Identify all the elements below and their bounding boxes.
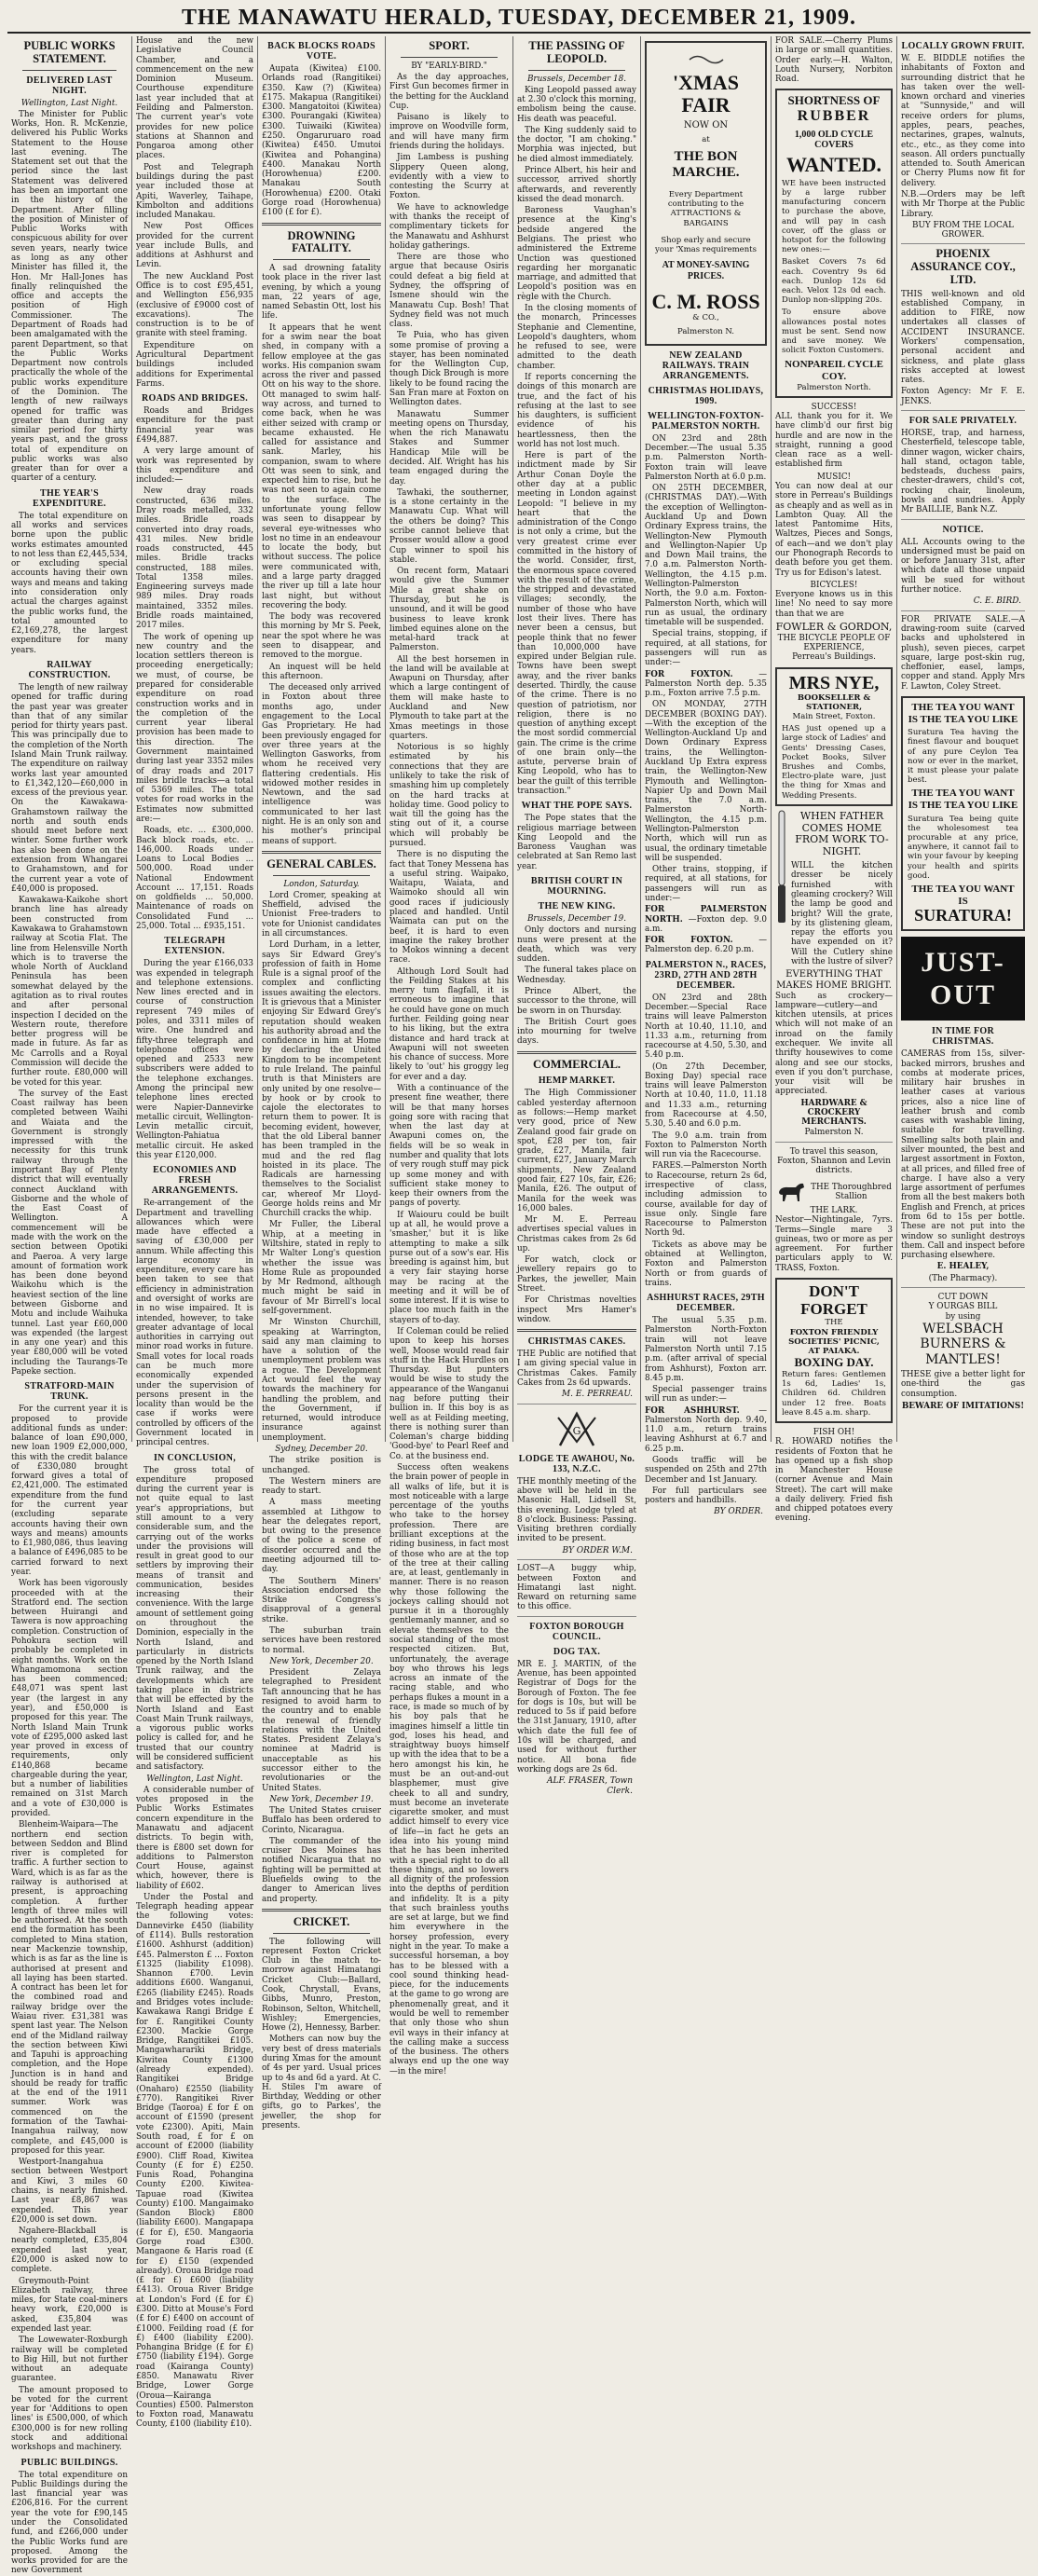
ad-title: IS THE TEA YOU LIKE	[908, 800, 1018, 811]
paragraph: For watch, clock or jewellery repairs go to Parkes, the jeweller, Main Street.	[517, 1255, 636, 1295]
paragraph: Special passenger trains will run as under:—	[645, 1385, 767, 1404]
ad-text: To ensure above allowances postal notes must be sent. Send now and save money. We solicit Foxton Customers.	[782, 308, 886, 356]
ad-text: You can now deal at our store in Perreau's Buildings as cheaply and as well as in Lambton Quay. All the latest Pantomime Hits, Waltzes, Pieces and Songs, of each—and we don't play our Phonograph Records to death before you get them. Try us for Edison's latest.	[775, 482, 893, 578]
paragraph: The suburban train services have been restored to normal.	[262, 1626, 381, 1655]
ad-heading: PHOENIX ASSURANCE COY., LTD.	[910, 247, 1016, 286]
paragraph: Lord Durham, in a letter, says Sir Edward Grey's profession of faith in Home Rule is a signal proof of the complex and conflicting issues awaiting the electors. It is grievous that a Minister enjoying Sir Edward Grey's reputation should weaken his authority abroad and the confidence in him at Home by declaring the United Kingdom to be incompetent to rule Ireland. The painful truth is that Ministers are only united by one resolve—by hook or by crook to cajole the electorates to return them to power. It is becoming evident, however, that the old Liberal banner has been trampled in the mud and the red flag hoisted in its place. The Radicals are harnessing themselves to the Socialist car, whereof Mr Lloyd-George holds reins and Mr Churchill cracks the whip.	[262, 940, 381, 1219]
paragraph: Work has been vigorously proceeded with at the Stratford end. The section between Huirangi and Tawera is now approaching completion. Construction of Pohokura section will probably be completed in eight months. Work on the Whangamomona section has been commenced; £48,071 was spent last year (the largest in any year), and £50,000 is proposed for this year. The North Island Main Trunk vote of £295,000 asked last year proved in excess of requirements, only £140,868 became chargeable during the year, but a number of liabilities remained on 31st March and a vote of £30,000 is provided.	[11, 1579, 128, 1819]
paragraph: The length of new railway opened for traffic during the past year was greater than that of any similar period for thirty years past. This was principally due to the completion of the North Island Main Trunk railway. The expenditure on railway works last year amounted to £1,342,120—£60,000 in excess of the previous year. On the Kawakawa-Grahamstown railway the north and south ends should meet before next winter. Some further work has also been done on the extension from Whangarei to Grahamstown, and for the current year a vote of £40,000 is proposed.	[11, 682, 128, 894]
paragraph: The following will represent Foxton Cricket Club in the match to-morrow against Himatangi Cricket Club:—Ballard, Cook, Chrystall, Evans, Gibbs, Munro, Preston, Robinson, Selton, Whitchell, Wishley; Emergencies, Howe (2), Hennessy, Barber.	[262, 1937, 381, 2034]
ad-signature: M. E. PERREAU.	[561, 1390, 633, 1400]
paragraph: A mass meeting assembled at Lithgow to hear the delegates report, but owing to the presence of the police a scene of disorder occurred and the meeting adjourned till to-day.	[262, 1498, 381, 1575]
paragraph: Tickets as above may be obtained at Wellington, Foxton and Palmerston North or from guards of trains.	[645, 1240, 767, 1288]
ad-text: THESE give a better light for one-third the gas consumption.	[901, 1369, 1025, 1399]
ad-text: CAMERAS from 15s, silver-backed mirrors, brushes and combs at moderate prices, military hair brushes in leather cases at various prices, also a nice line of leather brush and comb cases with washable lining, suitable for travelling. Smelling salts both plain and silver mounted, the best and largest assortment in Foxton, at all prices, and filled free of charge. I have also a very large assortment of perfumes from all the best makers both English and French, at prices from 6d to 15s per bottle. These are not put into the window so sunlight destroys them. Call and inspect before purchasing elsewhere.	[901, 1049, 1025, 1261]
ad-line: Palmerston N.	[677, 326, 734, 336]
paragraph: Tawhaki, the southerner, is a stone certainty in the Manawatu Cup. What will the others be doing? This scribe cannot believe that Prosser would allow a good Cup winner to spoil his stable.	[389, 487, 509, 565]
ad-line: BUY FROM THE LOCAL GROWER.	[912, 220, 1014, 240]
ad-text: ALL thank you for it. We have climb'd our first big hurdle and are now in the straight, running a good clean race as a well-established firm	[775, 412, 893, 470]
ad-text: Suratura Tea being quite the wholesomest tea procurable at any price, anywhere, it cannot fail to win your favour by keeping your health and spirits good.	[908, 814, 1018, 881]
mrs-nye-ad	[775, 667, 893, 806]
paragraph: Although Lord Soult had the Feilding Stakes at his merry tum flagfall, it is erroneous to imagine that he could have gone on much further. Feilding going near to his liking, but the extra distance and hard track at Awapuni will not sweeten his chance of success. More likely to 'out' his groggy leg for ever and a day.	[389, 966, 509, 1082]
column-7	[772, 36, 897, 1524]
ad-text: FOR PRIVATE SALE.—A drawing-room suite (carved backs and upholstered in plush), seven pieces, carpet square, large post-skin rug, cheffonier, easel, lamps, copper and stand. Apply Mrs F. Lawton, Coley Street.	[901, 614, 1025, 692]
paragraph: Roads and Bridges expenditure for the past financial year was £494,887.	[136, 406, 253, 445]
fish-ad	[775, 1428, 893, 1524]
ad-title: IS	[958, 895, 968, 907]
article-title: PUBLIC WORKS STATEMENT.	[23, 39, 116, 65]
ad-text: THE Public are notified that I am giving special value in Christmas Cakes. Family Cakes from 2s 6d upwards.	[517, 1350, 636, 1388]
paragraph: The British Court goes into mourning for twelve days.	[517, 1017, 636, 1047]
paragraph: ON MONDAY, 27TH DECEMBER (BOXING DAY).—With the exception of the Wellington-Auckland Up and Down Ordinary Express trains, the Wellington-Auckland Up Extra express train, the Wellington-New Plymouth and Wellington-Napier Up and Down Mail trains, the 7.0 a.m. Palmerston North-Wellington, the 4.15 p.m. Wellington-Palmerston North, which will run as usual, the ordinary timetable will be suspended.	[645, 700, 767, 863]
paragraph: The total expenditure on all works and services borne upon the public works estimates amounted to not less than £2,445,534, or excluding special accounts having their own ways and means and taking into consideration only actual the charges against the public works fund, the total amounted to £2,169,278, the largest expenditure for many years.	[11, 511, 128, 655]
paragraph: As the day approaches, First Gun becomes firmer in the betting for the Auckland Cup.	[389, 73, 509, 111]
column-3	[258, 36, 386, 2131]
paragraph: Under the Postal and Telegraph heading appear the following votes: Dannevirke £450 (liability of £114). Bulls restoration £1600. Ashhurst (addition) £45. Palmerston £ ... Foxton £1325 (liability £1098). Shannon £700. Levin additions £600. Wanganui, £265 (liability £245). Roads and Bridges votes include: Kawakawa Rangi Bridge £ for £. Rangitikei County £2300. Mackie Gorge Bridge, Rangitikei £105. Mangawharariki Bridge, Kiwitea County £1300 (already expended). Rangitikei Bridge (Onaharo) £2550 (liability £770). Rangitikei River Bridge (Taoroa) £ for £ on account of £1590 (present vote £2300). Apiti, Main South road, £ for £ on account of £2000 (liability £900). Cliff Road, Kiwitea County (£ for £) £250. Funis Road, Pohangina County £200. Kiwitea-Tapuae road (Kiwitea County) £100. Mangaimako (Sandon Block) £800 (liability £600). Mangapapa (£ for £), £50. Mangaoria Gorge road £300. Mangaone & Haris road (£ for £) £150 (expended already). Oroua Bridge road (£ for £) £600 (liability £413). Oroua River Bridge at London's Ford (£ for £) £300. Ditto at Mouse's Ford (£ for £) £400 on account of £1000. Feilding road (£ for £) £400 (liability £200). Pohangina Bridge (£ for £) £750 (liability £194). Gorge road (Kairanga County) £850. Manawatu River Bridge, Lower Gorge (Oroua—Kairanga Counties) £500. Palmerston to Foxton road, Manawatu County, £100 (liability £10).	[136, 1892, 253, 2430]
ad-text: W. E. BIDDLE notifies the inhabitants of Foxton and surrounding district that he has taken over the well-known orchard and vineries at "Sunnyside," and will receive orders for plums, apples, pears, peaches, nectarines, grapes, walnuts, etc., etc., as they come into season. All orders punctually attended to. South American or Cherry Plums now fit for delivery.	[901, 54, 1025, 188]
ad-line: THE BICYCLE PEOPLE OF EXPERIENCE,	[777, 633, 891, 653]
paragraph: A sad drowning fatality took place in the river last evening, by which a young man, 22 years of age, named Sebastin Ott, lost his life.	[262, 264, 381, 322]
paragraph: For the current year it is proposed to provide additional funds as under: balance of loan £90,000, new loan 1909 £2,000,000, this with the credit balance of £330,080 brought forward gives a total of £2,421,000. The estimated expenditure from the fund for the current year (excluding separate accounts having their own ways and means) amounts to £1,980,086, thus leaving a balance of £496,085 to be carried forward to next year.	[11, 1404, 128, 1577]
ad-text: R. HOWARD notifies the residents of Foxton that he has opened up a fish shop in Manchester House (corner Avenue and Main Street). The cart will make a daily delivery. Fried fish and chipped potatoes every evening.	[775, 1437, 893, 1524]
suratura-tea-ad	[901, 696, 1025, 931]
budget-table: Roads, etc. ... £300,000. Back block roads, etc. ... 146,000. Roads under Loans to Local Bodies ... 500,000. Road under National Endowment Account ... 17,151. Roads on goldfields ... 50,000. Maintenance of roads on Consolidated Fund ... 25,000. Total ... £935,151.	[136, 826, 253, 932]
paragraph: On recent form, Mataari would give the Summer Mile a great shake on Thursday, but he is unsound, and it will be good business to leave kronk limbed equines alone on the metal-hard track at Palmerston.	[389, 567, 509, 653]
paragraph: With a continuance of the present fine weather, there will be that many horses going sore with racing that when the last day at Awapuni comes on, the fields will be so weak in number and quality that lots of very rough stuff may pick up some money and with sufficient stake money to keep their owners from the pangs of poverty.	[389, 1084, 509, 1209]
ad-text: N.B.—Orders may be left with Mr Thorpe at the Public Library.	[901, 189, 1025, 219]
ad-text: FOR SALE.—Cherry Plums in large or small quantities. Order early.—H. Walton, Louth Nursery, Norbiton Road.	[775, 36, 893, 85]
svg-text:G: G	[572, 1424, 581, 1437]
ad-title: IS THE TEA YOU LIKE	[908, 713, 1018, 725]
ad-line: Perreau's Buildings.	[792, 652, 876, 663]
paragraph: For Christmas novelties inspect Mrs Hamer's window.	[517, 1295, 636, 1324]
paragraph: The Lowewater-Roxburgh railway will be completed to Big Hill, but not further without an adequate guarantee.	[11, 2336, 128, 2384]
dateline: Brussels, December 19.	[526, 914, 627, 924]
paragraph: We have to acknowledge with thanks the receipt of complimentary tickets for the Manawatu and Ashhurst holiday gatherings.	[389, 202, 509, 251]
paragraph: The United States cruiser Buffalo has been ordered to Corinto, Nicaragua.	[262, 1806, 381, 1835]
section-heading: WHAT THE POPE SAYS.	[521, 801, 633, 812]
ad-text: ALL Accounts owing to the undersigned must be paid on or before January 31st, after which date all those unpaid will be sued for without further notice.	[901, 537, 1025, 595]
ad-title: SUCCESS!	[811, 402, 857, 412]
ad-title: WHEN FATHER COMES HOME FROM WORK TO-NIGHT.	[795, 809, 889, 858]
ad-text: LOST—A buggy whip, between Foxton and Himatangi last night. Reward on returning same to this office.	[517, 1564, 636, 1612]
section-heading: ECONOMIES AND FRESH ARRANGEMENTS.	[151, 1165, 239, 1197]
dateline: London, Saturday.	[283, 879, 360, 889]
section-heading: HEMP MARKET.	[538, 1076, 616, 1087]
ad-text: THIS well-known and old established Company, in addition to FIRE, now undertakes all classes of ACCIDENT INSURANCE. Workers' compensation, personal accident and sickness, and plate glass risks accepted at lowest rates.	[901, 289, 1025, 386]
ad-text: Everyone knows us in this line! No need to say more than that we are	[775, 590, 893, 619]
ad-signature: BY ORDER W.M.	[562, 1545, 633, 1555]
column-5	[513, 36, 641, 1796]
paragraph: Aupata (Kiwitea) £100. Orlands road (Rangitikei) £350. Kaw (?) (Kiwitea) £175. Makapua (Rangitikei) £300. Mangatoitoi (Kiwitea) £300. Pourangaki (Kiwitea) £300. Tuiwaiki (Kiwitea) £250. Ongaruruaro road (Kiwitea) £450. Umutoi (Kiwitea and Pohangina) £400. Manakau North (Horowhenua) £200. Manakau South (Horowhenua) £200. Otaki Gorge road (Horowhenua) £100 (£ for £).	[262, 64, 381, 218]
paragraph: The total expenditure on Public Buildings during the last financial year was £206,816. For the current year the vote for £90,145 under the Consolidated fund, and £266,000 under the Public Works fund are proposed. Among the works provided for are the new Government	[11, 2470, 128, 2576]
article-title: GENERAL CABLES.	[266, 856, 376, 870]
ad-text: Suratura Tea having the finest flavour and bouquet of any pure Ceylon Tea now or ever in the market, it must please your palate best.	[908, 728, 1018, 786]
paragraph: (On 27th December, Boxing Day) special race trains will leave Palmerston North at 10.40, 11.0, 11.18 and 11.33 a.m., returning from Racecourse at 4.50, 5.30, 5.40 and 6.0 p.m.	[645, 1062, 767, 1130]
paragraph: King Leopold passed away at 2.30 o'clock this morning, embolism being the cause. His death was peaceful.	[517, 85, 636, 124]
ad-title: FISH OH!	[813, 1427, 855, 1437]
paragraph: Paisano is likely to improve on Woodville form, and will have many firm friends during the holidays.	[389, 113, 509, 151]
ad-title: SURATURA!	[914, 906, 1012, 925]
ad-title: MUSIC!	[816, 472, 852, 482]
article-title: CRICKET.	[293, 1914, 350, 1928]
ad-title: THE TEA YOU WANT	[911, 883, 1015, 895]
section-heading: BRITISH COURT IN MOURNING.	[530, 876, 623, 897]
ad-shop-name: NONPAREIL CYCLE COY.	[785, 359, 883, 382]
paragraph: President Zelaya telegraphed to President Taft announcing that he has resigned to avoid harm to the country and to enable the renewal of friendly relations with the United States. President Zelaya's nominee at Madrid is unacceptable as his successor either to the revolutionaries or the United States.	[262, 1668, 381, 1793]
paragraph: In the closing moments of the monarch, Princesses Stephanie and Clementine, Leopold's daughters, whom he refused to see, were admitted to the death chamber.	[517, 303, 636, 371]
ad-title: SHORTNESS OF	[787, 93, 881, 108]
paragraph: If Waiouru could be built up at all, he would prove a 'smasher,' but it is like attempting to make a silk purse out of a sow's ear. His breeding is against him, but a very fair staying horse may be racing at the meeting and it will be of some interest. If it is wise to place too much faith in the stayers of to-day.	[389, 1210, 509, 1325]
ad-line: THE Thoroughbred Stallion	[811, 1183, 892, 1202]
dateline: Sydney, December 20.	[275, 1444, 368, 1454]
paragraph: The body was recovered this morning by Mr S. Peek, near the spot where he was seen to disappear, and removed to the morgue.	[262, 612, 381, 661]
paragraph: If Coleman could be relied upon to keep his horses well, Moose would read fair stuff in the Hack Hurdles on Thursday. But punters would be wise to study the appearance of the Wanganui nag before putting their bullion in. If this boy is as well as at Feilding meeting, there is nothing surer than Coleman's charge bidding 'Good-bye' to Pearl Reef and Co. at the business end.	[389, 1327, 509, 1461]
paragraph: New Post Offices provided for the current year include Bulls, and additions at Ashhurst and Levin.	[136, 222, 253, 270]
masonic-emblem-icon	[517, 1408, 636, 1449]
paragraph: Only doctors and nursing nuns were present at the death, which was very sudden.	[517, 925, 636, 965]
paragraph: The usual 5.35 p.m. Palmerston North-Foxton train will not leave Palmerston North until 7.15 p.m. (after arrival of special from Ashhurst), Foxton arr. 8.45 p.m.	[645, 1316, 767, 1383]
ad-heading: DOG TAX.	[553, 1646, 601, 1657]
section-heading: PUBLIC BUILDINGS.	[20, 2457, 118, 2468]
paragraph: The King suddenly said to the doctor, "I am choking." Morphia was injected, but he died almost immediately.	[517, 125, 636, 164]
ad-line: BEWARE OF IMITATIONS!	[901, 1401, 1025, 1411]
ad-line: THE	[825, 1318, 843, 1328]
ad-line: Main Street, Foxton.	[792, 712, 876, 722]
ad-line: Shop early and secure your 'Xmas requirements	[655, 235, 757, 254]
stallion-ad	[775, 1147, 893, 1273]
sub-heading: FOR FOXTON.	[645, 936, 733, 946]
ad-heading: FOR SALE PRIVATELY.	[908, 415, 1018, 426]
ad-line: Palmerston North.	[797, 382, 871, 392]
ad-line: BOOKSELLER & STATIONER,	[797, 692, 871, 712]
paragraph: Blenheim-Waipara—The northern end section between Seddon and Blind river is completed for traffic. A further section to Ward, which is as far as the railway is authorised at present, is approaching completion. A further length of three miles will be authorised. At the south end the formation has been completed to Mina station, near Mackenzie township, which is as far as the line is authorised at present and all laying has been started. A contract has been let for the combined road and railway bridge over the Waiau river. £31,381 was spent last year. The Nelson end of the Midland railway the section between Kiwi and Tapuhi is approaching completion, and the Hope Junction is in hand and should be ready for traffic at the end of the 1911 summer. Work was commenced on the formation of the Tawhai-Inangahua railway, now complete, and £45,000 is proposed for this year.	[11, 1820, 128, 2156]
ad-text: HORSE, trap, and harness, Chesterfield, telescope table, dinner wagon, wicker chairs, hall stand, octagon table, bedsteads, duchess pairs, chester-drawers, child's cot, rocking chair, linoleum, bowls and sundries. Apply Mr BAILLIE, Bank N.Z.	[901, 428, 1025, 515]
paragraph: House and the new Legislative Council Chamber, and a commencement on the new Dominion Museum. Courthouse expenditure last year included that at Feilding and Palmerston. The current year's vote provides for new police stations at Shannon and Pongaroa among other places.	[136, 36, 253, 161]
paragraph: Notorious is so highly estimated by his connections that they are unlikely to take the risk of smashing him up completely on the hard tracks at holiday time. Good policy to wait till the going has the sting out of it, a course which will probably be pursued.	[389, 743, 509, 848]
paragraph: There are those who argue that because Osiris could defeat a big field at Sydney, the offspring of Ismene should win the Manawatu Cup. Bosh! That Sydney field was not much class.	[389, 253, 509, 330]
paragraph: There is no disputing the fact that Toney Messena has a useful string. Waipako, Waitapu, Waiata, and Waimoko should all win good races if judiciously placed and handled. Until Waimata can put on the beef, it is hard to even imagine the rakey brother to Mokos winning a decent race.	[389, 850, 509, 966]
ad-line: at	[702, 135, 710, 145]
paragraph: The 9.0 a.m. train from Foxton to Palmerston North will run via the Racecourse.	[645, 1130, 767, 1160]
stats-list: New dray roads constructed, 636 miles. Dray roads metalled, 332 miles. Bridle roads converted into dray roads, 431 miles. New bridle roads constructed, 445 miles. Bridle tracks constructed, 188 miles. Total 1358 miles. Engineering surveys made 989 miles. Dray roads maintained, 3352 miles. Bridle roads maintained, 2017 miles.	[136, 486, 253, 631]
ad-shop-name: C. M. ROSS	[651, 290, 760, 314]
paragraph: Mr Winston Churchill, speaking at Warrington, said any man claiming to have a solution of the unemployment problem was a rogue. The Development Act would feel the way towards the machinery for handling the problem, and the Government, if returned, would introduce insurance against unemployment.	[262, 1318, 381, 1443]
ad-title: Y OURGAS BILL	[928, 1302, 998, 1312]
column-6	[641, 36, 772, 1517]
ad-title: CUT DOWN	[937, 1292, 989, 1302]
ad-title: WANTED.	[785, 152, 882, 176]
ad-line: 1,000 OLD CYCLE COVERS	[794, 129, 874, 151]
ad-line: To travel this season, Foxton, Shannon and Levin districts.	[777, 1146, 891, 1176]
paragraph: During the year £166,033 was expended in telegraph and telephone extensions. New lines erected and in course of construction represent 749 miles of poles, and 3311 miles of wire. One hundred and fifty-three telegraph and telephone offices were opened and 2533 new subscribers were added to the telephone exchanges. Among the principal new telephone lines erected were Napier-Dannevirke metallic circuit, Wellington-Levin metallic circuit, Wellington-Pahiatua metallic circuit. He asked this year £120,000.	[136, 959, 253, 1160]
ad-heading: CHRISTMAS CAKES.	[527, 1336, 626, 1348]
section-heading: THE NEW KING.	[538, 901, 616, 911]
ad-text: Foxton Agency: Mr F. E. JENKS.	[901, 387, 1025, 406]
paragraph: FARES.—Palmerston North to Racecourse, return 2s 6d, irrespective of class, including admission to course, available for day of issue only. Single fare Racecourse to Palmerston North 9d.	[645, 1161, 767, 1239]
section-heading: NEW ZEALAND RAILWAYS. TRAIN ARRANGEMENTS.	[662, 349, 750, 381]
paragraph: Prince Albert, his heir and successor, arrived shortly afterwards, and reverently kissed the dead monarch.	[517, 166, 636, 204]
article-title: COMMERCIAL.	[532, 1057, 621, 1071]
paragraph: Baroness Vaughan's presence at the King's bedside angered the Belgians. The priest who administered the Extreme Unction was questioned regarding her morganatic marriage, and admitted that Leopold's position was en règle with the Church.	[517, 206, 636, 302]
paragraph: Goods traffic will be suspended on 25th and 27th December and 1st January.	[645, 1456, 767, 1485]
column-8	[897, 36, 1029, 1442]
ad-title: THE TEA YOU WANT	[911, 788, 1015, 800]
ornament-icon	[651, 53, 760, 66]
paragraph: Te Puia, who has given some promise of proving a stayer, has been nominated for the Wellington Cup, though Dick Brough is more likely to be found racing the San Fran mare at Foxton on Wellington dates.	[389, 331, 509, 408]
paragraph: Expenditure on Agricultural Department buildings included additions for Experimental Farms.	[136, 340, 253, 389]
article-title: DROWNING FATALITY.	[287, 228, 356, 255]
paragraph: —Palmerston North dep. 5.35 p.m., Foxton arrive 7.5 p.m.	[645, 669, 767, 699]
paragraph: —Palmerston North dep. 9.40, 11.0 a.m., return trains leaving Ashhurst at 6.7 and 6.25 p.m.	[645, 1405, 767, 1454]
paragraph: Other trains, stopping, if required, at all stations, for passengers will run as under:—	[645, 865, 767, 903]
section-heading: ROADS AND BRIDGES.	[141, 393, 249, 404]
paragraph: Mr Fuller, the Liberal Whip, at a meeting in Wiltshire, stated in reply to Mr Walter Long's question whether the issue was Home Rule as propounded by Mr Redmond, although much might be said in favour of Mr Birrell's local self-government.	[262, 1220, 381, 1316]
paragraph: Westport-Inangahua section between Westport and Kiwi, 3 miles 60 chains, is nearly finished. Last year £8,867 was expended. This year £20,000 is set down.	[11, 2158, 128, 2225]
ad-text: Such as crockery—lampware—cutlery—and kitchen utensils, at prices which will not make of an inroad on the family exchequer. We invite all thrifty housewives to come along and see our stocks, even if you don't purchase, your visit will be appreciated.	[775, 991, 893, 1097]
ad-line: Palmerston N.	[804, 1127, 864, 1137]
knife-icon	[775, 811, 788, 967]
paragraph: Greymouth-Point Elizabeth railway, three miles, for State coal-miners heavy work, £20,000 is asked, £35,804 was expended last year.	[11, 2276, 128, 2334]
ad-text: HAS just opened up a large stock of Ladies' and Gents' Dressing Cases, Pocket Books, Silver Brushes and Combs, Electro-plate ware, just the thing for Xmas and Wedding Presents.	[782, 724, 886, 801]
ad-heading: IN TIME FOR CHRISTMAS.	[931, 1026, 994, 1048]
dateline: Wellington, Last Night.	[146, 1774, 243, 1784]
columns	[7, 36, 1031, 2576]
ad-title: 'XMAS FAIR	[673, 71, 739, 117]
paragraph: Mothers can now buy the very best of dress materials during Xmas for the amount of 4s per yard. Usual prices up to 4s and 6d a yard. At C. H. Stiles I'm aware of Birthday, Wedding or other gifts, go to Parkes', the jeweller, the shop for presents.	[262, 2035, 381, 2131]
column-1	[7, 36, 132, 2576]
paragraph: Kawakawa-Kaikohe short branch line has already been constructed from Kawakawa to Grahamstown railway at Scotia Flat. The line from Helensville North which is to traverse the whole North of Auckland Peninsula has been somewhat delayed by the agitation as to rival routes and after personal inspection I decided on the Western route, therefore better progress will be made in future. As far as Mc Carrolls and a Royal Commission will decide the further route. £80,000 will be voted for this year.	[11, 896, 128, 1088]
paragraph: —Foxton dep. 9.0 a.m.	[645, 914, 767, 934]
ad-text: WILL the kitchen dresser be nicely furnished with gleaming crockery? Will the lamp be good and bright? Will the grate, by its glistening gleam, repay the efforts you have expended on it? Will the Cutlery shine with the lustre of silver?	[791, 861, 893, 966]
paragraph: —Palmerston dep. 6.20 p.m.	[645, 936, 767, 955]
ad-title: RUBBER	[797, 108, 871, 125]
horse-icon	[775, 1179, 807, 1206]
section-heading: RAILWAY CONSTRUCTION.	[28, 659, 111, 680]
paragraph: It appears that he went for a swim near the boat shed, in company with a fellow employee at the gas works. His companion swam across the river and passed Ott on his way to the shore. Ott managed to swim half-way across, and turned to come back, when he was either seized with cramp or became exhausted. He called for assistance and sank. Marley, his companion, swam to where Ott was seen to sink, and expected him to rise, but he was not seen to again come to the surface. The unfortunate young fellow was seen to disappear by several eye-witnesses who lost no time in an endeavour to locate the body, but without success. The police were communicated with, and a large party dragged the river up till a late hour last night, but without recovering the body.	[262, 322, 381, 610]
column-2	[132, 36, 258, 2430]
paragraph: The High Commissioner cabled yesterday afternoon as follows:—Hemp market very good, price of New Zealand good fair grade on spot, £28 per ton, fair grade, £27, Manila, fair current, £27, January March shipments, New Zealand good fair, £27 10s, fair, £26; Manila, £26. The output of Manila for the week was 16,000 bales.	[517, 1089, 636, 1213]
paragraph: Success often weakens the brain power of people in all walks of life, but it is most noticeable with a large percentage of the youths who take to the horsey profession. There are brilliant exceptions at the riding business, in fact most of those who are at the top of the tree at their calling are, at least, gentlemanly in manner. There is no reason why those following the jockeys calling should not pursue it in a thoroughly gentlemanly manner, and so elevate themselves to the social standing of the most respected citizen. But, unfortunately, the average boy who throws his legs across an inmate of the racing stable, and who perhaps flukes a mount in a race, is made so much of by his boy pals that he imagines himself a little tin god, loses his head, and straightway buoys himself up with the idea that to be a hero amongst his kin, he must be an out-and-out blasphemer, must give cheek to all and sundry, must become an inveterate cigarette smoker, and must addict himself to every vice of life—in fact he gets an idea into his young mind that he has been inherited with a special right to do all these things, and so lowers all dignity of the profession into the depths of perdition and infidelity. It is a pity that such brainless youths are set at large, but we find him everywhere in the horsey profession, every night in the year. To make a successful horseman, a boy has to be blessed with a cool sound thinking head-piece, for the inducements at the game to go wrong are phenomenally great, and it would be well to remember that only those who shun evil ways in their infancy at the calling make a success of the business. The others always end up the one way—in the mire!	[389, 1462, 509, 2076]
paragraph: Lord Cromer, speaking at Sheffield, advised the Unionist Free-traders to vote for Unionist candidates in all circumstances.	[262, 890, 381, 939]
paragraph: ON 23rd and 28th December.—Special Race trains will leave Palmerston North at 10.40, 11.10, and 11.33 a.m., returning from racecourse at 4.50, 5.30, and 5.40 p.m.	[645, 993, 767, 1061]
ad-line: Every Department contributing to the ATTRACTIONS & BARGAINS	[667, 190, 744, 228]
paragraph: The Southern Miners' Association endorsed the Strike Congress's disapproval of a general strike.	[262, 1576, 381, 1624]
paragraph: The new Auckland Post Office is to cost £95,451, and Wellington £56,935 (exclusive of £9000 cost of excavations). The construction is to be of granite with steel framing.	[136, 271, 253, 339]
paragraph: Mr M. E. Perreau advertises special values in Christmas cakes from 2s 6d up.	[517, 1215, 636, 1254]
ad-signature: C. E. BIRD.	[973, 596, 1021, 607]
just-out-banner: JUST-OUT	[901, 937, 1025, 1021]
paragraph: All the best horsemen in the land will be available at Awapuni on Thursday, after which a large contingent of them will make haste to Auckland and New Plymouth to take part at the Xmas meetings in those quarters.	[389, 654, 509, 741]
hardware-ad	[775, 811, 893, 1137]
section-heading: WELLINGTON-FOXTON-PALMERSTON NORTH.	[647, 410, 765, 432]
paragraph: Jim Lambess is pushing Slippery Queen along, evidently with a view to contesting the Scurry at Foxton.	[389, 153, 509, 201]
paragraph: The Minister for Public Works, Hon. R. McKenzie, delivered his Public Works Statement to the House last evening. The Statement set out that the period since the last Statement was delivered has been an important one in the history of the Department. After filling the position of Minister of Public Works with conspicuous ability for over seven years, nearly twice as long as any other Minister has filled it, the Hon. Mr Hall-Jones has finally relinquished the office and accepts the position of High Commissioner. The Department of Roads had been amalgamated with the parent Department, so that the Public Works Department now controls practically the whole of the public works expenditure of the Dominion. The length of new railways opened for traffic was greater than during any similar period for thirty years past, and the gross total of expenditure on public works was also greater than for over a quarter of a century.	[11, 109, 128, 484]
dateline: Wellington, Last Night.	[20, 98, 118, 108]
ad-title: DON'T FORGET	[800, 1281, 867, 1318]
ad-heading: NOTICE.	[942, 524, 984, 535]
paragraph: Prince Albert, the successor to the throne, will be sworn in on Thursday.	[517, 986, 636, 1016]
section-heading: IN CONCLUSION,	[153, 1452, 237, 1463]
ad-text: THE monthly meeting of the above will be held in the Masonic Hall, Lidsell St, this evening. Lodge tyled at 8 o'clock. Business: Passing. Visiting brethren cordially invited to be present.	[517, 1476, 636, 1544]
paragraph: ON 25TH DECEMBER, (CHRISTMAS DAY).—With the exception of Wellington-Auckland Up and Down Ordinary Express trains, the Wellington-New Plymouth and Wellington-Napier Up and Down Mail trains, the 7.0 a.m. Palmerston North-Wellington, the 4.15 p.m. Wellington-Palmerston North, the 9.0 a.m. Foxton-Palmerston North, which will run as usual, the ordinary timetable will be suspended.	[645, 484, 767, 628]
paragraph: Re-arrangement of the Department and travelling allowances which were made have effected a saving of £30,000 per annum. While affecting this large economy in expenditure, every care has been taken to see that efficiency in administration and oversight of works are in no wise impaired. It is intended, however, to take greater advantage of local authorities in carrying out minor road works in future. Small votes for local roads can be much more economically expended under the supervision of persons present in the locality than would be the case if works were controlled by officers of the Government located in principal centres.	[136, 1199, 253, 1448]
column-4	[386, 36, 513, 2076]
ad-shop-name: HARDWARE & CROCKERY MERCHANTS.	[800, 1098, 867, 1128]
ad-line: AT MONEY-SAVING PRICES.	[662, 260, 750, 281]
ad-signature: BY ORDER.	[714, 1507, 763, 1517]
sub-heading: FOR FOXTON.	[645, 669, 733, 679]
sub-heading: FOR ASHHURST.	[645, 1405, 740, 1416]
sub-heading: FOR PALMERSTON NORTH.	[645, 905, 767, 925]
paragraph: If reports concerning the doings of this monarch are true, and the fact of his refusing at the last to see his daughters, is sufficient evidence of his heartlessness, then the world has not lost much.	[517, 372, 636, 449]
paragraph: The work of opening up new country and the location settlers thereon is proceeding energetically; we must, of course, be prepared for considerable expenditure on road construction works and in the completion of the current year liberal provision has been made to this direction. The Government maintained during last year 3352 miles of dray roads and 2017 miles bridle tracks—a total of 5369 miles. The total votes for road works in the Estimates now submitted are:—	[136, 632, 253, 824]
section-heading: PALMERSTON N., RACES, 23RD, 27TH AND 28TH DECEMBER.	[645, 959, 767, 991]
dateline: New York, December 20.	[269, 1656, 374, 1666]
ad-text: MR E. J. MARTIN, of the Avenue, has been appointed Registrar of Dogs for the Borough of Foxton. The fee for dogs is 10s, but will be reduced to 5s if paid before the 31st January, 1910, after which date the full fee of 10s will be charged, and used for without further notice. All bona fide working dogs are 2s 6d.	[517, 1659, 636, 1774]
paragraph: Here is part of the indictment made by Sir Arthur Conan Doyle the other day at a public meeting in London against Leopold: "I believe in my heart that the administration of the Congo is not only a crime, but the very greatest crime ever committed in the history of the world. Consider, first, the enormous space covered with the result of the crime, the stripped and devastated villages; secondly, the number of those who have lost their lives. There has never been a census, but people think that no fewer than 10,000,000 have expired under Belgian rule. Towns have been swept away, and the river banks deserted. Thirdly, the cause of the crime. There is no question of patriotism, nor religion, there is no question of anything except the most sordid commercial gain. The crime is the crime of one brain only—the astute, perverse brain of King Leopold, who has to bear the guilt of this terrible transaction."	[517, 451, 636, 797]
paragraph: An inquest will be held this afternoon.	[262, 662, 381, 681]
ad-shop-name: THE BON MARCHE.	[672, 148, 740, 180]
ad-title: WELSBACH BURNERS & MANTLES!	[920, 1321, 1006, 1367]
ad-signature: ALF. FRASER, Town Clerk.	[546, 1776, 633, 1796]
success-ad	[775, 403, 893, 663]
ad-line: FOXTON FRIENDLY SOCIETIES' PICNIC, AT PAIAKA.	[788, 1327, 880, 1356]
paragraph: The commander of the cruiser Des Moines has notified Nicaragua that no fighting will be permitted at Bluefields owing to the danger to American lives and property.	[262, 1836, 381, 1904]
ad-title: EVERYTHING THAT MAKES HOME BRIGHT.	[776, 969, 892, 991]
dateline: New York, December 19.	[269, 1794, 374, 1804]
ad-line: NOW ON	[683, 120, 729, 131]
paragraph: The funeral takes place on Wednesday.	[517, 966, 636, 985]
paragraph: The amount proposed to be voted for the current year for 'Additions to open lines' is £500,000, of which £300,000 is for new rolling stock and additional workshops and machinery.	[11, 2385, 128, 2453]
article-subtitle: DELIVERED LAST NIGHT.	[26, 75, 113, 96]
ad-shop-name: MRS NYE,	[788, 672, 880, 693]
section-heading: STRATFORD-MAIN TRUNK.	[24, 1381, 115, 1403]
xmas-fair-ad	[645, 41, 767, 346]
article-title: SPORT.	[429, 39, 470, 52]
paragraph: Ngahere-Blackball is nearly completed, £35,804 expended last year, £20,000 is asked now to complete.	[11, 2227, 128, 2275]
paragraph: A very large amount of work was represented by this expenditure and included:—	[136, 446, 253, 486]
ad-heading: LOCALLY GROWN FRUIT.	[901, 41, 1025, 51]
paragraph: For full particulars see posters and handbills.	[645, 1486, 767, 1506]
section-heading: TELEGRAPH EXTENSION.	[164, 936, 225, 957]
ad-heading: LODGE TE AWAHOU, No. 133, N.Z.C.	[518, 1453, 635, 1474]
section-heading: THE YEAR'S EXPENDITURE.	[33, 487, 106, 509]
ad-text: Return fares: Gentlemen 1s 6d, Ladies' 1s, Children 6d. Children under 12 free. Boats leave 8.45 a.m. sharp.	[782, 1370, 886, 1418]
byline: BY "EARLY-BIRD."	[411, 61, 487, 71]
section-heading: BACK BLOCKS ROADS VOTE.	[267, 41, 376, 62]
ad-signature: E. HEALEY,	[936, 1262, 990, 1272]
ad-text: WE have been instructed by a large rubber manufacturing concern to purchase the above, and will pay in cash cover, off the glass or hotspot for the following new ones:—	[782, 178, 886, 255]
ad-line: by using	[945, 1311, 981, 1322]
ad-list: Basket Covers 7s 6d each. Coventry 9s 6d each. Dunlop 12s 6d each. Velox 12s 0d each. Dunlop non-slipping 20s.	[782, 257, 886, 306]
ad-shop-name: FOWLER & GORDON,	[775, 620, 893, 633]
ad-signature: (The Pharmacy).	[928, 1273, 998, 1283]
section-heading: ASHHURST RACES, 29TH DECEMBER.	[647, 1293, 765, 1314]
paragraph: The Western miners are ready to start.	[262, 1476, 381, 1497]
paragraph: The deceased only arrived in Foxton about three months ago, under engagement to the Local Gas Proprietary. He had been previously engaged for over three years at the Wellington Gasworks, from whom he received very flattering credentials. His widowed mother resides in Newtown, and the sad intelligence was communicated to her last night. He is an only son and his mother's principal means of support.	[262, 683, 381, 846]
paragraph: The gross total of expenditure proposed during the current year is not quite equal to last year's appropriations, but still amount to a very considerable sum, and the carrying out of the works under the provisions will result in great good to our settlers by improving their means of transit and communication, besides increasing their convenience. With the large amount of settlement going on throughout the Dominion, especially in the North Island, and particularly in districts opened by the North Island Trunk railway, and the developments which are taking place in districts that will be effected by the North Island and East Coast Main Trunk railways, a vigorous public works policy is called for, and he trusted that our country will be considered sufficient and satisfactory.	[136, 1465, 253, 1773]
section-heading: CHRISTMAS HOLIDAYS, 1909.	[648, 385, 764, 406]
welsbach-ad	[901, 1293, 1025, 1411]
picnic-ad	[775, 1278, 893, 1423]
paragraph: A considerable number of votes proposed in the Public Works Estimates concern expenditure in the Manawatu and adjacent districts. To begin with, there is £800 set down for additions to Palmerston Court House, against which, however, there is liability of £602.	[136, 1785, 253, 1891]
masthead: THE MANAWATU HERALD, TUESDAY, DECEMBER 21, 1909.	[7, 4, 1031, 34]
article-title: THE PASSING OF LEOPOLD.	[528, 39, 625, 65]
ad-line: & CO.,	[692, 313, 719, 323]
paragraph: The Pope states that the religious marriage between King Leopold and the Baroness Vaughan was celebrated at San Remo last year.	[517, 814, 636, 871]
paragraph: The strike position is unchanged.	[262, 1456, 381, 1475]
paragraph: The survey of the East Coast railway has been completed between Waihi and Waiata and the Government is strongly impressed with the necessity for this trunk railway through the important Bay of Plenty district that will eventually connect Auckland with Gisborne and the whole of the East Coast of Wellington. A commencement will be made with the work on the section between Opotiki and Paeroa. A very large amount of formation work has been done beyond Waikohu which is the heaviest section of the line between Gisborne and Motu and include Waihuka tunnel. Last year £60,000 was expended (the largest in any one year) and this year £80,000 will be voted including the Taurangs-Te Papeke section.	[11, 1089, 128, 1377]
paragraph: ON 23rd and 28th December.—The usual 5.35 p.m. Palmerston North-Foxton train will leave Palmerston North at 6.0 p.m.	[645, 433, 767, 482]
ad-title: THE TEA YOU WANT	[911, 701, 1015, 713]
paragraph: Post and Telegraph buildings during the past year included those at Apiti, Waverley, Taihape, Kimbolton and additions included Manakau.	[136, 162, 253, 221]
dateline: Brussels, December 18.	[526, 74, 627, 84]
ad-heading: FOXTON BOROUGH COUNCIL.	[529, 1621, 624, 1642]
rubber-ad	[775, 89, 893, 397]
ad-text: Nestor—Nightingale, 7yrs. Terms—Single mare 3 guineas, two or more as per agreement. For further particulars apply to W. TRASS, Foxton.	[775, 1215, 893, 1273]
ad-title: BOXING DAY.	[794, 1355, 874, 1370]
ad-title: BICYCLES!	[810, 580, 858, 590]
ad-title: THE LARK.	[810, 1205, 858, 1215]
paragraph: Manawatu Summer meeting opens on Thursday, when the rich Manawatu Stakes and Summer Handicap Mile will be decided. Alf. Wright has his team engaged during the day.	[389, 409, 509, 486]
paragraph: Special trains, stopping, if required, at all stations, for passengers will run as under:—	[645, 629, 767, 668]
